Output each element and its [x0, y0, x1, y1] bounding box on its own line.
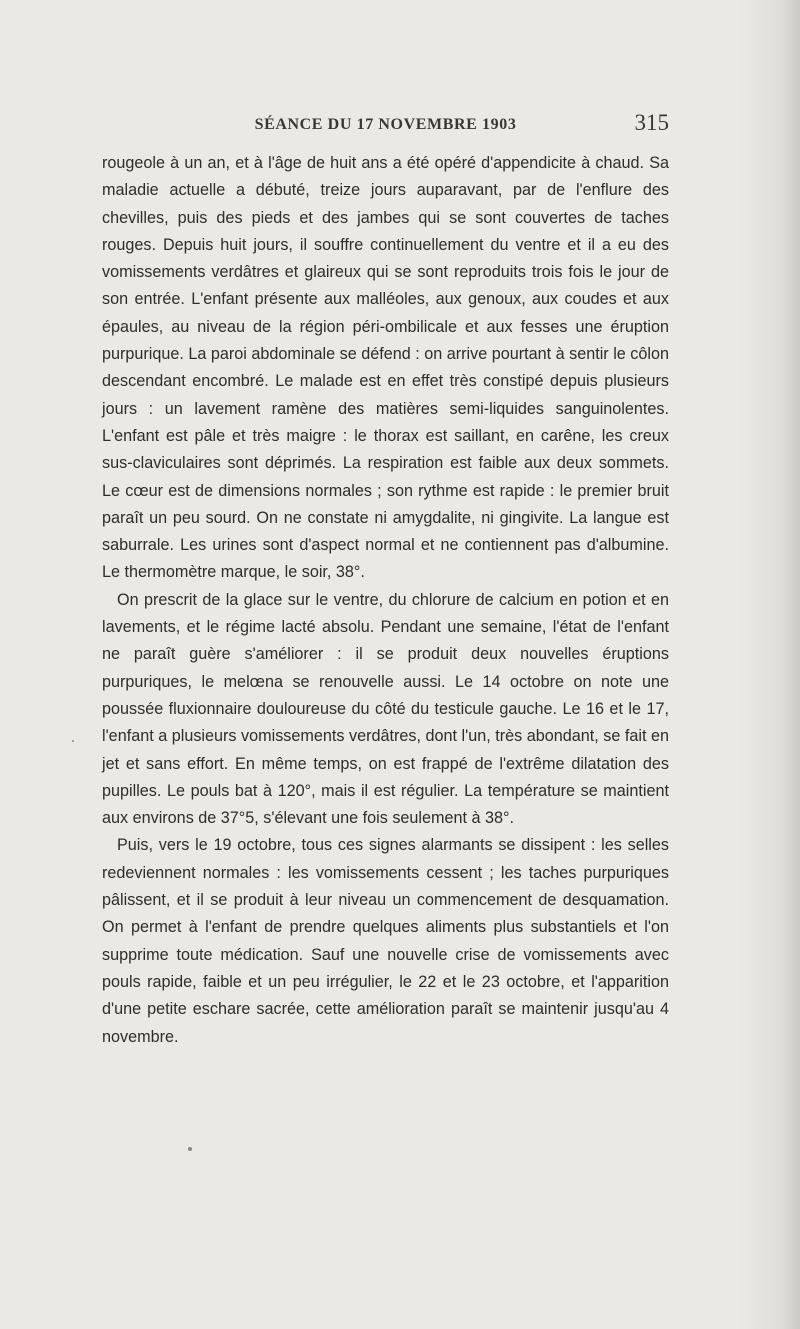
- page-header: [102, 110, 669, 146]
- paper-speck: [188, 1147, 192, 1151]
- paper-speck: [72, 740, 74, 742]
- paragraph-2: On prescrit de la glace sur le ventre, du chlorure de calcium en potion et en lavements, et le régime lacté absolu. Pendant une semaine, l'état de l'enfant ne paraît guère s'améliorer : il se produit deux nouvelles éruptions purpuriques, le melœna se renouvelle aussi. Le 14 octobre on note une poussée fluxionnaire douloureuse du côté du testicule gauche. Le 16 et le 17, l'enfant a plusieurs vomissements verdâtres, dont l'un, très abondant, se fait en jet et sans effort. En même temps, on est frappé de l'extrême dilatation des pupilles. Le pouls bat à 120°, mais il est régulier. La température se maintient aux environs de 37°5, s'élevant une fois seulement à 38°.: [102, 590, 669, 828]
- page-edge-shadow: [740, 0, 800, 1329]
- paragraph-3: Puis, vers le 19 octobre, tous ces signes alarmants se dissipent : les selles redeviennent normales : les vomissements cessent ; les taches purpuriques pâlissent, et il se produit à leur niveau un commencement de desquamation. On permet à l'enfant de prendre quelques aliments plus substantiels et l'on supprime toute médication. Sauf une nouvelle crise de vomissements avec pouls rapide, faible et un peu irrégulier, le 22 et le 23 octobre, et l'apparition d'une petite eschare sacrée, cette amélioration paraît se maintenir jusqu'au 4 novembre.: [102, 836, 669, 1046]
- running-title: SÉANCE DU 17 NOVEMBRE 1903: [254, 116, 517, 133]
- body-text: [102, 150, 669, 1051]
- paragraph-1: rougeole à un an, et à l'âge de huit ans a été opéré d'appendicite à chaud. Sa maladie actuelle a débuté, treize jours auparavant, par de l'enflure des chevilles, puis des pieds et des jambes qui se sont couvertes de taches rouges. Depuis huit jours, il souffre continuellement du ventre et il a eu des vomissements verdâtres et glaireux qui se sont reproduits trois fois le jour de son entrée. L'enfant présente aux malléoles, aux genoux, aux coudes et aux épaules, au niveau de la région péri-ombilicale et aux fesses une éruption purpurique. La paroi abdominale se défend : on arrive pourtant à sentir le côlon descendant encombré. Le malade est en effet très constipé depuis plusieurs jours : un lavement ramène des matières semi-liquides sanguinolentes. L'enfant est pâle et très maigre : le thorax est saillant, en carêne, les creux sus-claviculaires sont déprimés. La respiration est faible aux deux sommets. Le cœur est de dimensions normales ; son rythme est rapide : le premier bruit paraît un peu sourd. On ne constate ni amygdalite, ni gingivite. La langue est saburrale. Les urines sont d'aspect normal et ne contiennent pas d'albumine. Le thermomètre marque, le soir, 38°.: [102, 154, 669, 582]
- page-number: 315: [634, 110, 669, 135]
